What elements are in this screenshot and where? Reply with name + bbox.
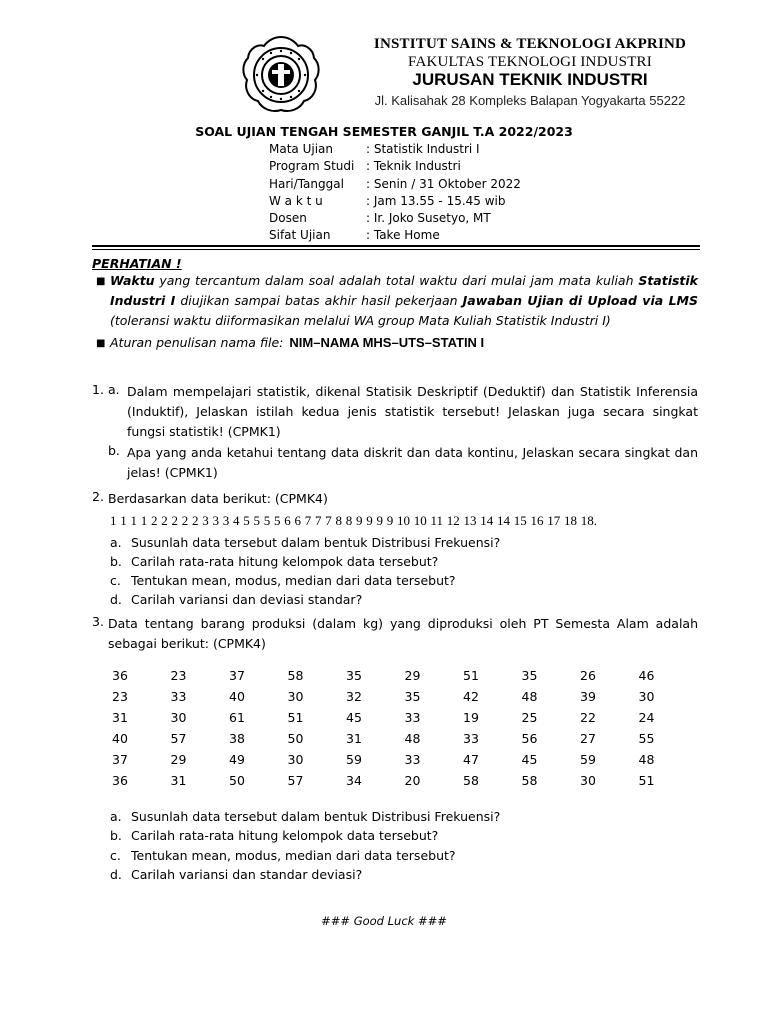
question-number: 3. (92, 614, 104, 629)
table-cell: 48 (404, 731, 421, 746)
sub-text: Carilah variansi dan standar deviasi? (131, 867, 363, 882)
question-3-intro: Data tentang barang produksi (dalam kg) yang diproduksi oleh PT Semesta Alam adalah sebagai berikut: (CPMK4) (108, 616, 698, 651)
emphasis: Waktu (110, 273, 155, 288)
emphasis: Jawaban Ujian di Upload via LMS (462, 293, 698, 308)
meta-value: : Statistik Industri I (366, 142, 480, 156)
list-item (110, 809, 500, 824)
list-item (110, 535, 500, 550)
table-cell: 58 (521, 773, 538, 788)
sub-letter: b. (110, 828, 122, 843)
table-row (112, 668, 697, 689)
table-cell: 23 (112, 689, 128, 704)
table-cell: 29 (170, 752, 187, 767)
table-cell: 30 (170, 710, 187, 725)
table-cell: 45 (521, 752, 538, 767)
table-cell: 31 (112, 710, 128, 725)
text-run: (toleransi waktu diiformasikan melalui WA group Mata Kuliah Statistik Industri I) (110, 313, 611, 328)
table-cell: 30 (287, 689, 304, 704)
table-cell: 35 (346, 668, 362, 683)
meta-label: Dosen (269, 211, 307, 226)
table-cell: 32 (346, 689, 362, 704)
table-cell: 56 (521, 731, 538, 746)
list-item (110, 848, 456, 863)
table-cell: 33 (404, 710, 421, 725)
table-cell: 48 (521, 689, 538, 704)
table-cell: 49 (229, 752, 245, 767)
table-cell: 33 (404, 752, 421, 767)
data-table (112, 668, 697, 794)
table-cell: 40 (112, 731, 128, 746)
table-cell: 34 (346, 773, 362, 788)
meta-row (269, 142, 521, 159)
question-number: 2. (92, 489, 104, 504)
sub-letter: c. (110, 848, 121, 863)
question-1b: Apa yang anda ketahui tentang data diskrit dan data kontinu, Jelaskan secara singkat dan jelas! (CPMK1) (127, 445, 698, 480)
table-cell: 23 (170, 668, 187, 683)
table-cell: 61 (229, 710, 245, 725)
institute-name: INSTITUT SAINS & TEKNOLOGI AKPRIND (373, 36, 687, 52)
address: Jl. Kalisahak 28 Kompleks Balapan Yogyakarta 55222 (374, 93, 686, 108)
sub-text: Carilah rata-rata hitung kelompok data tersebut? (131, 554, 439, 569)
meta-value: : Take Home (366, 228, 440, 243)
list-item (110, 554, 438, 569)
attention-bullet-1 (110, 271, 698, 331)
table-cell: 20 (404, 773, 421, 788)
meta-row (269, 177, 521, 194)
table-cell: 36 (112, 668, 128, 683)
table-cell: 45 (346, 710, 362, 725)
meta-value: : Teknik Industri (366, 159, 461, 174)
table-row (112, 752, 697, 773)
table-cell: 35 (521, 668, 538, 683)
university-logo-icon (240, 34, 322, 116)
file-name-format: NIM–NAMA MHS–UTS–STATIN I (289, 335, 485, 350)
department-name: JURUSAN TEKNIK INDUSTRI (412, 70, 648, 89)
meta-row (269, 228, 521, 245)
table-cell: 35 (404, 689, 421, 704)
table-cell: 59 (346, 752, 362, 767)
sub-letter: b. (108, 443, 120, 458)
meta-label: Program Studi (269, 159, 355, 174)
sub-letter: d. (110, 592, 122, 607)
table-cell: 36 (112, 773, 128, 788)
faculty-name: FAKULTAS TEKNOLOGI INDUSTRI (408, 54, 652, 70)
table-row (112, 689, 697, 710)
meta-row (269, 159, 521, 176)
list-item (110, 867, 362, 882)
table-row (112, 731, 697, 752)
bullet-icon: ■ (96, 338, 106, 349)
table-cell: 33 (463, 731, 479, 746)
table-cell: 30 (287, 752, 304, 767)
attention-bullet-2 (110, 333, 698, 353)
table-cell: 51 (287, 710, 304, 725)
table-row (112, 710, 697, 731)
table-cell: 37 (112, 752, 128, 767)
text-run: yang tercantum dalam soal adalah total waktu dari mulai jam mata kuliah (154, 273, 639, 288)
table-cell: 38 (229, 731, 245, 746)
table-cell: 50 (229, 773, 245, 788)
sub-letter: d. (110, 867, 122, 882)
footer-good-luck: ### Good Luck ### (321, 914, 447, 928)
meta-label: Sifat Ujian (269, 228, 331, 243)
table-cell: 31 (170, 773, 187, 788)
table-cell: 24 (638, 710, 655, 725)
sub-letter: b. (110, 554, 122, 569)
sub-text: Tentukan mean, modus, median dari data tersebut? (131, 573, 456, 588)
table-cell: 25 (521, 710, 538, 725)
table-cell: 42 (463, 689, 479, 704)
table-cell: 37 (229, 668, 245, 683)
meta-value: : Ir. Joko Susetyo, MT (366, 211, 491, 226)
table-cell: 48 (638, 752, 655, 767)
meta-value: : Senin / 31 Oktober 2022 (366, 176, 521, 191)
table-cell: 33 (170, 689, 187, 704)
sub-letter: a. (110, 535, 122, 550)
table-cell: 55 (638, 731, 655, 746)
sub-letter: a. (110, 809, 122, 824)
table-cell: 46 (638, 668, 655, 683)
sub-letter: a. (108, 382, 120, 397)
table-cell: 30 (580, 773, 596, 788)
sub-text: Tentukan mean, modus, median dari data tersebut? (131, 848, 456, 863)
emphasis: Statistik Industri I (110, 273, 698, 308)
list-item (110, 592, 362, 607)
question-1a: Dalam mempelajari statistik, dikenal Statisik Deskriptif (Deduktif) dan Statistik Inferensia (Induktif), Jelaskan istilah kedua jenis statistik tersebut! Jelaskan juga secara singkat fungsi statistik! (CPMK1) (127, 384, 698, 439)
divider-thick (92, 245, 700, 247)
question-number: 1. (92, 382, 104, 397)
table-cell: 57 (287, 773, 304, 788)
exam-title: SOAL UJIAN TENGAH SEMESTER GANJIL T.A 2022/2023 (195, 124, 573, 139)
bullet-icon: ■ (96, 276, 106, 287)
sub-text: Carilah rata-rata hitung kelompok data tersebut? (131, 828, 439, 843)
list-item (110, 573, 456, 588)
divider-thin (92, 249, 700, 250)
sub-text: Carilah variansi dan deviasi standar? (131, 592, 363, 607)
text-run: Aturan penulisan nama file: (110, 335, 284, 350)
table-cell: 50 (287, 731, 304, 746)
meta-label: W a k t u (269, 193, 323, 208)
table-cell: 59 (580, 752, 596, 767)
meta-value: : Jam 13.55 - 15.45 wib (366, 193, 506, 208)
meta-row (269, 194, 521, 211)
table-cell: 57 (170, 731, 187, 746)
table-cell: 22 (580, 710, 596, 725)
question-2-intro: Berdasarkan data berikut: (CPMK4) (108, 491, 328, 506)
table-cell: 31 (346, 731, 362, 746)
table-cell: 27 (580, 731, 596, 746)
table-cell: 40 (229, 689, 245, 704)
list-item (110, 828, 438, 843)
table-cell: 51 (463, 668, 479, 683)
attention-title: PERHATIAN ! (92, 256, 182, 271)
data-sequence: 1 1 1 1 2 2 2 2 2 3 3 3 4 5 5 5 5 6 6 7 7 7 8 8 9 9 9 9 10 10 11 12 13 14 14 15 16 17 18 18. (110, 513, 598, 528)
table-row (112, 773, 697, 794)
table-cell: 58 (287, 668, 304, 683)
sub-letter: c. (110, 573, 121, 588)
sub-text: Susunlah data tersebut dalam bentuk Distribusi Frekuensi? (131, 535, 501, 550)
table-cell: 29 (404, 668, 421, 683)
meta-label: Mata Ujian (269, 142, 333, 156)
table-cell: 19 (463, 710, 479, 725)
exam-meta (269, 142, 521, 246)
text-run: diujikan sampai batas akhir hasil pekerjaan (175, 293, 463, 308)
table-cell: 26 (580, 668, 596, 683)
table-cell: 58 (463, 773, 479, 788)
table-cell: 47 (463, 752, 479, 767)
table-cell: 30 (638, 689, 655, 704)
table-cell: 51 (638, 773, 655, 788)
sub-text: Susunlah data tersebut dalam bentuk Distribusi Frekuensi? (131, 809, 501, 824)
meta-row (269, 211, 521, 228)
meta-label: Hari/Tanggal (269, 176, 344, 191)
table-cell: 39 (580, 689, 596, 704)
